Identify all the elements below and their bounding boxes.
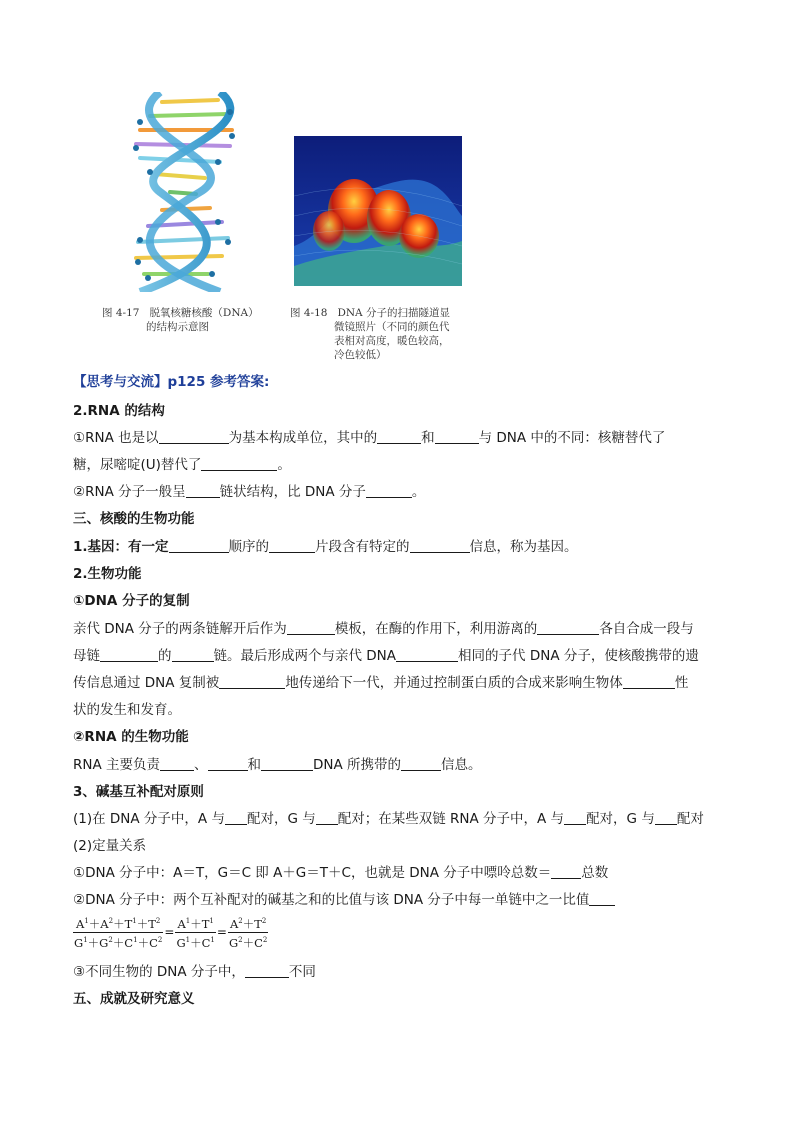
text: RNA 主要负责 (73, 757, 161, 773)
text: 配对，G 与 (246, 811, 316, 827)
bio-function-heading: 2.生物功能 (73, 566, 142, 582)
blank[interactable] (219, 675, 285, 689)
text: 和 (247, 757, 262, 773)
text: 和 (421, 430, 435, 446)
caption-text: 脱氧核糖核酸（DNA） (149, 307, 259, 319)
blank[interactable] (100, 648, 158, 662)
figure-number: 图 4-17 (102, 307, 140, 319)
text: 不同 (288, 964, 316, 980)
blank[interactable] (261, 757, 313, 771)
dna-replication-line-3 (73, 674, 723, 692)
blank[interactable] (287, 621, 335, 635)
text: 总数 (581, 865, 609, 881)
text: 。 (277, 457, 291, 473)
fraction-strand-2: $\frac{A^2+T^2}{G^2+C^2}$ (228, 914, 268, 951)
blank[interactable] (245, 964, 289, 978)
text: 亲代 DNA 分子的两条链解开后作为 (73, 621, 287, 637)
blank[interactable] (160, 757, 194, 771)
blank[interactable] (208, 757, 248, 771)
dna-replication-line-1 (73, 620, 723, 638)
text: 为基本构成单位，其中的 (228, 430, 378, 446)
dna-stm-photo (294, 136, 462, 286)
rna-structure-line-3 (73, 483, 723, 501)
text: 、 (194, 757, 208, 773)
blank[interactable] (551, 865, 581, 879)
text: ①DNA 分子中：A＝T，G＝C 即 A＋G＝T＋C，也就是 DNA 分子中嘌呤总数＝ (73, 865, 552, 881)
text: 信息，称为基因。 (469, 539, 578, 555)
dna-double-helix-illustration (100, 92, 265, 292)
rna-structure-line-2 (73, 456, 723, 474)
base-pairing-line-1 (73, 810, 723, 828)
blank[interactable] (410, 539, 470, 553)
blank[interactable] (269, 539, 315, 553)
blank[interactable] (316, 811, 338, 825)
caption-text: 的结构示意图 (146, 321, 209, 333)
section-5-heading: 五、成就及研究意义 (73, 991, 195, 1007)
section-3-heading: 三、核酸的生物功能 (73, 511, 195, 527)
rna-function-heading: ②RNA 的生物功能 (73, 729, 189, 745)
think-discuss-heading: 【思考与交流】p125 参考答案: (73, 374, 270, 390)
blank[interactable] (623, 675, 675, 689)
blank[interactable] (169, 539, 229, 553)
caption-text: 冷色较低） (334, 349, 387, 361)
text: 的 (158, 648, 172, 664)
rna-structure-line-1 (73, 429, 723, 447)
gene-definition (73, 538, 723, 556)
text: 糖，尿嘧啶(U)替代了 (73, 457, 202, 473)
dna-replication-line-2 (73, 647, 723, 665)
text: 配对 (676, 811, 704, 827)
blank[interactable] (186, 484, 220, 498)
rna-structure-title: 2.RNA 的结构 (73, 403, 165, 419)
quantitative-line-1 (73, 864, 723, 882)
caption-text: DNA 分子的扫描隧道显 (337, 307, 450, 319)
text: 信息。 (441, 757, 482, 773)
text: ①RNA 也是以 (73, 430, 159, 446)
text: (1)在 DNA 分子中，A 与 (73, 811, 225, 827)
blank[interactable] (366, 484, 412, 498)
blank[interactable] (564, 811, 586, 825)
text: 。 (411, 484, 426, 500)
quantitative-line-2 (73, 891, 723, 909)
text: 配对，G 与 (586, 811, 655, 827)
blank[interactable] (159, 430, 229, 444)
text: 链。最后形成两个与亲代 DNA (213, 648, 397, 664)
ratio-formula: $\frac{A^1+A^2+T^1+T^2}{G^1+G^2+C^1+C^2}$ = $\frac{A^1+T^1}{G^1+C^1}$ = $\frac{A^2+T^2}{G^2+C^2}$ (73, 914, 723, 951)
text: ②DNA 分子中：两个互补配对的碱基之和的比值与该 DNA 分子中每一单链中之一比值 (73, 892, 590, 908)
text: 母链 (73, 648, 100, 664)
blank[interactable] (225, 811, 247, 825)
text: 各自合成一段与 (599, 621, 694, 637)
text: DNA 所携带的 (313, 757, 402, 773)
quantitative-relation-heading: (2)定量关系 (73, 838, 147, 854)
text: 传信息通过 DNA 复制被 (73, 675, 220, 691)
blank[interactable] (655, 811, 677, 825)
figure-4-17-caption (102, 306, 277, 334)
text: 片段含有特定的 (315, 539, 410, 555)
blank[interactable] (435, 430, 479, 444)
text: ②RNA 分子一般呈 (73, 484, 186, 500)
text: 地传递给下一代，并通过控制蛋白质的合成来影响生物体 (285, 675, 623, 691)
figure-4-18-caption (290, 306, 475, 362)
figure-row (100, 92, 480, 362)
rna-function-line (73, 756, 723, 774)
blank[interactable] (537, 621, 599, 635)
text: 模板，在酶的作用下，利用游离的 (334, 621, 538, 637)
text: 性 (674, 675, 689, 691)
text: ③不同生物的 DNA 分子中， (73, 964, 245, 980)
text: 与 DNA 中的不同：核糖替代了 (478, 430, 666, 446)
text: 顺序的 (228, 539, 270, 555)
blank[interactable] (172, 648, 214, 662)
text: 配对；在某些双链 RNA 分子中，A 与 (337, 811, 565, 827)
text: 相同的子代 DNA 分子，使核酸携带的遗 (458, 648, 699, 664)
figure-number: 图 4-18 (290, 307, 328, 319)
text: 1.基因：有一定 (73, 539, 169, 555)
blank[interactable] (589, 892, 615, 906)
dna-replication-heading: ①DNA 分子的复制 (73, 593, 190, 609)
fraction-strand-1: $\frac{A^1+T^1}{G^1+C^1}$ (175, 914, 215, 951)
blank[interactable] (396, 648, 458, 662)
blank[interactable] (377, 430, 421, 444)
text: 链状结构，比 DNA 分子 (219, 484, 366, 500)
caption-text: 表相对高度，暖色较高， (334, 335, 450, 347)
quantitative-line-3 (73, 963, 723, 981)
blank[interactable] (401, 757, 441, 771)
caption-text: 微镜照片（不同的颜色代 (334, 321, 450, 333)
base-pairing-heading: 3、碱基互补配对原则 (73, 784, 204, 800)
dna-replication-line-4: 状的发生和发育。 (73, 702, 181, 718)
fraction-whole: $\frac{A^1+A^2+T^1+T^2}{G^1+G^2+C^1+C^2}$ (73, 914, 163, 951)
blank[interactable] (201, 457, 277, 471)
